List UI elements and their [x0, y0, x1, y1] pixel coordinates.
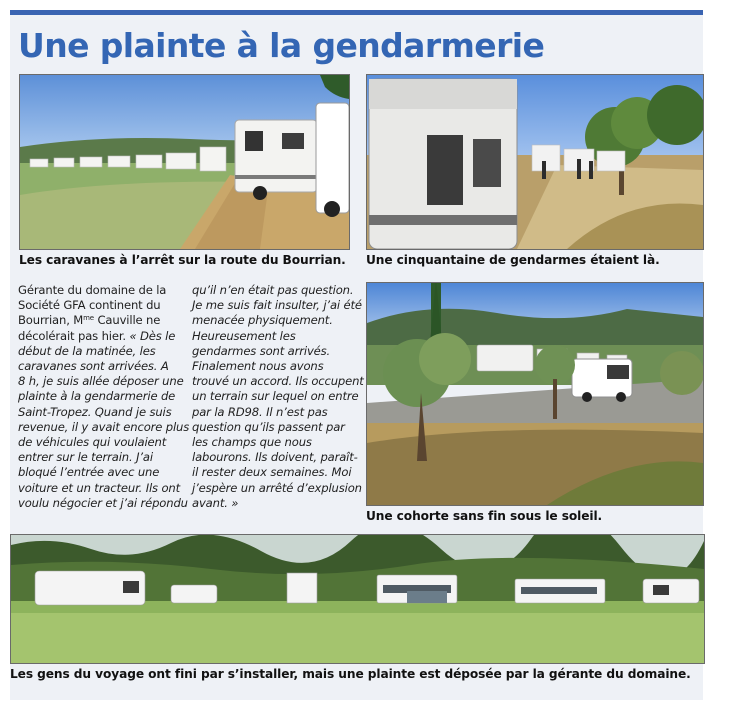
- caption-photo-cohorte-soleil: Une cohorte sans fin sous le soleil.: [366, 509, 603, 523]
- page-title: Une plainte à la gendarmerie: [18, 26, 545, 65]
- article-quote-start: « Dès le début de la matinée, les caravanes sont arrivées. A 8 h, je suis allée déposer une plainte à la gendarmerie de Saint-Tropez. Quand je suis revenue, il y avait encore plus de véhicules qui voulaient entrer sur le terrain. J’ai bloqué l’entrée avec une voiture et un tracteur. Ils ont voulu négocier et j’ai répondu: [18, 328, 190, 510]
- article-intro-b: Cauville ne décolérait pas hier.: [18, 313, 161, 343]
- article-text-column-1: [18, 283, 190, 511]
- article-page: [10, 10, 703, 700]
- photo-caravans-gendarmes: [366, 74, 704, 250]
- photo-caravans-road: [19, 74, 350, 250]
- caption-photo-caravans-road: Les caravanes à l’arrêt sur la route du Bourrian.: [19, 253, 346, 267]
- caption-photo-campement-champ: Les gens du voyage ont fini par s’installer, mais une plainte est déposée par la gérante du domaine.: [10, 667, 691, 681]
- article-intro-sup: me: [83, 314, 94, 323]
- article-intro-a: Gérante du domaine de la Société GFA continent du Bourrian, M: [18, 283, 167, 328]
- article-text-column-2: qu’il n’en était pas question. Je me suis fait insulter, j’ai été menacée physiquement. Heureusement les gendarmes sont arrivés. Finalement nous avons trouvé un accord. Ils occupent un terrain sur lequel on entre par la RD98. Il n’est pas question qu’ils passent par les champs que nous labourons. Ils doivent, paraît- il rester deux semaines. Moi j’espère un arrêté d’explusion avant. »: [192, 283, 364, 510]
- caption-photo-caravans-gendarmes: Une cinquantaine de gendarmes étaient là.: [366, 253, 660, 267]
- photo-cohorte-soleil: [366, 282, 704, 506]
- header-rule: [10, 10, 703, 15]
- photo-campement-champ: [10, 534, 705, 664]
